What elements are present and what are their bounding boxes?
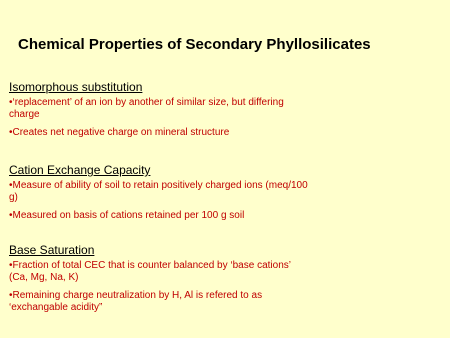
bullet-item: •Remaining charge neutralization by H, Al is refered to as ‘exchangable acidity” bbox=[9, 290, 263, 313]
section-heading: Isomorphous substitution bbox=[9, 80, 143, 94]
slide-title: Chemical Properties of Secondary Phyllosilicates bbox=[18, 36, 371, 53]
section-isomorphous-substitution bbox=[9, 80, 309, 145]
section-heading: Base Saturation bbox=[9, 243, 95, 257]
bullet-item: •Fraction of total CEC that is counter balanced by ‘base cations’ (Ca, Mg, Na, K) bbox=[9, 260, 291, 283]
section-cation-exchange-capacity bbox=[9, 163, 309, 228]
bullet-item: •‘replacement’ of an ion by another of similar size, but differing charge bbox=[9, 97, 284, 120]
bullet-item: •Measure of ability of soil to retain positively charged ions (meq/100 g) bbox=[9, 180, 308, 203]
bullet-item: •Creates net negative charge on mineral structure bbox=[9, 127, 230, 138]
bullet-item: •Measured on basis of cations retained per 100 g soil bbox=[9, 210, 245, 221]
section-base-saturation bbox=[9, 243, 309, 320]
section-heading: Cation Exchange Capacity bbox=[9, 163, 151, 177]
